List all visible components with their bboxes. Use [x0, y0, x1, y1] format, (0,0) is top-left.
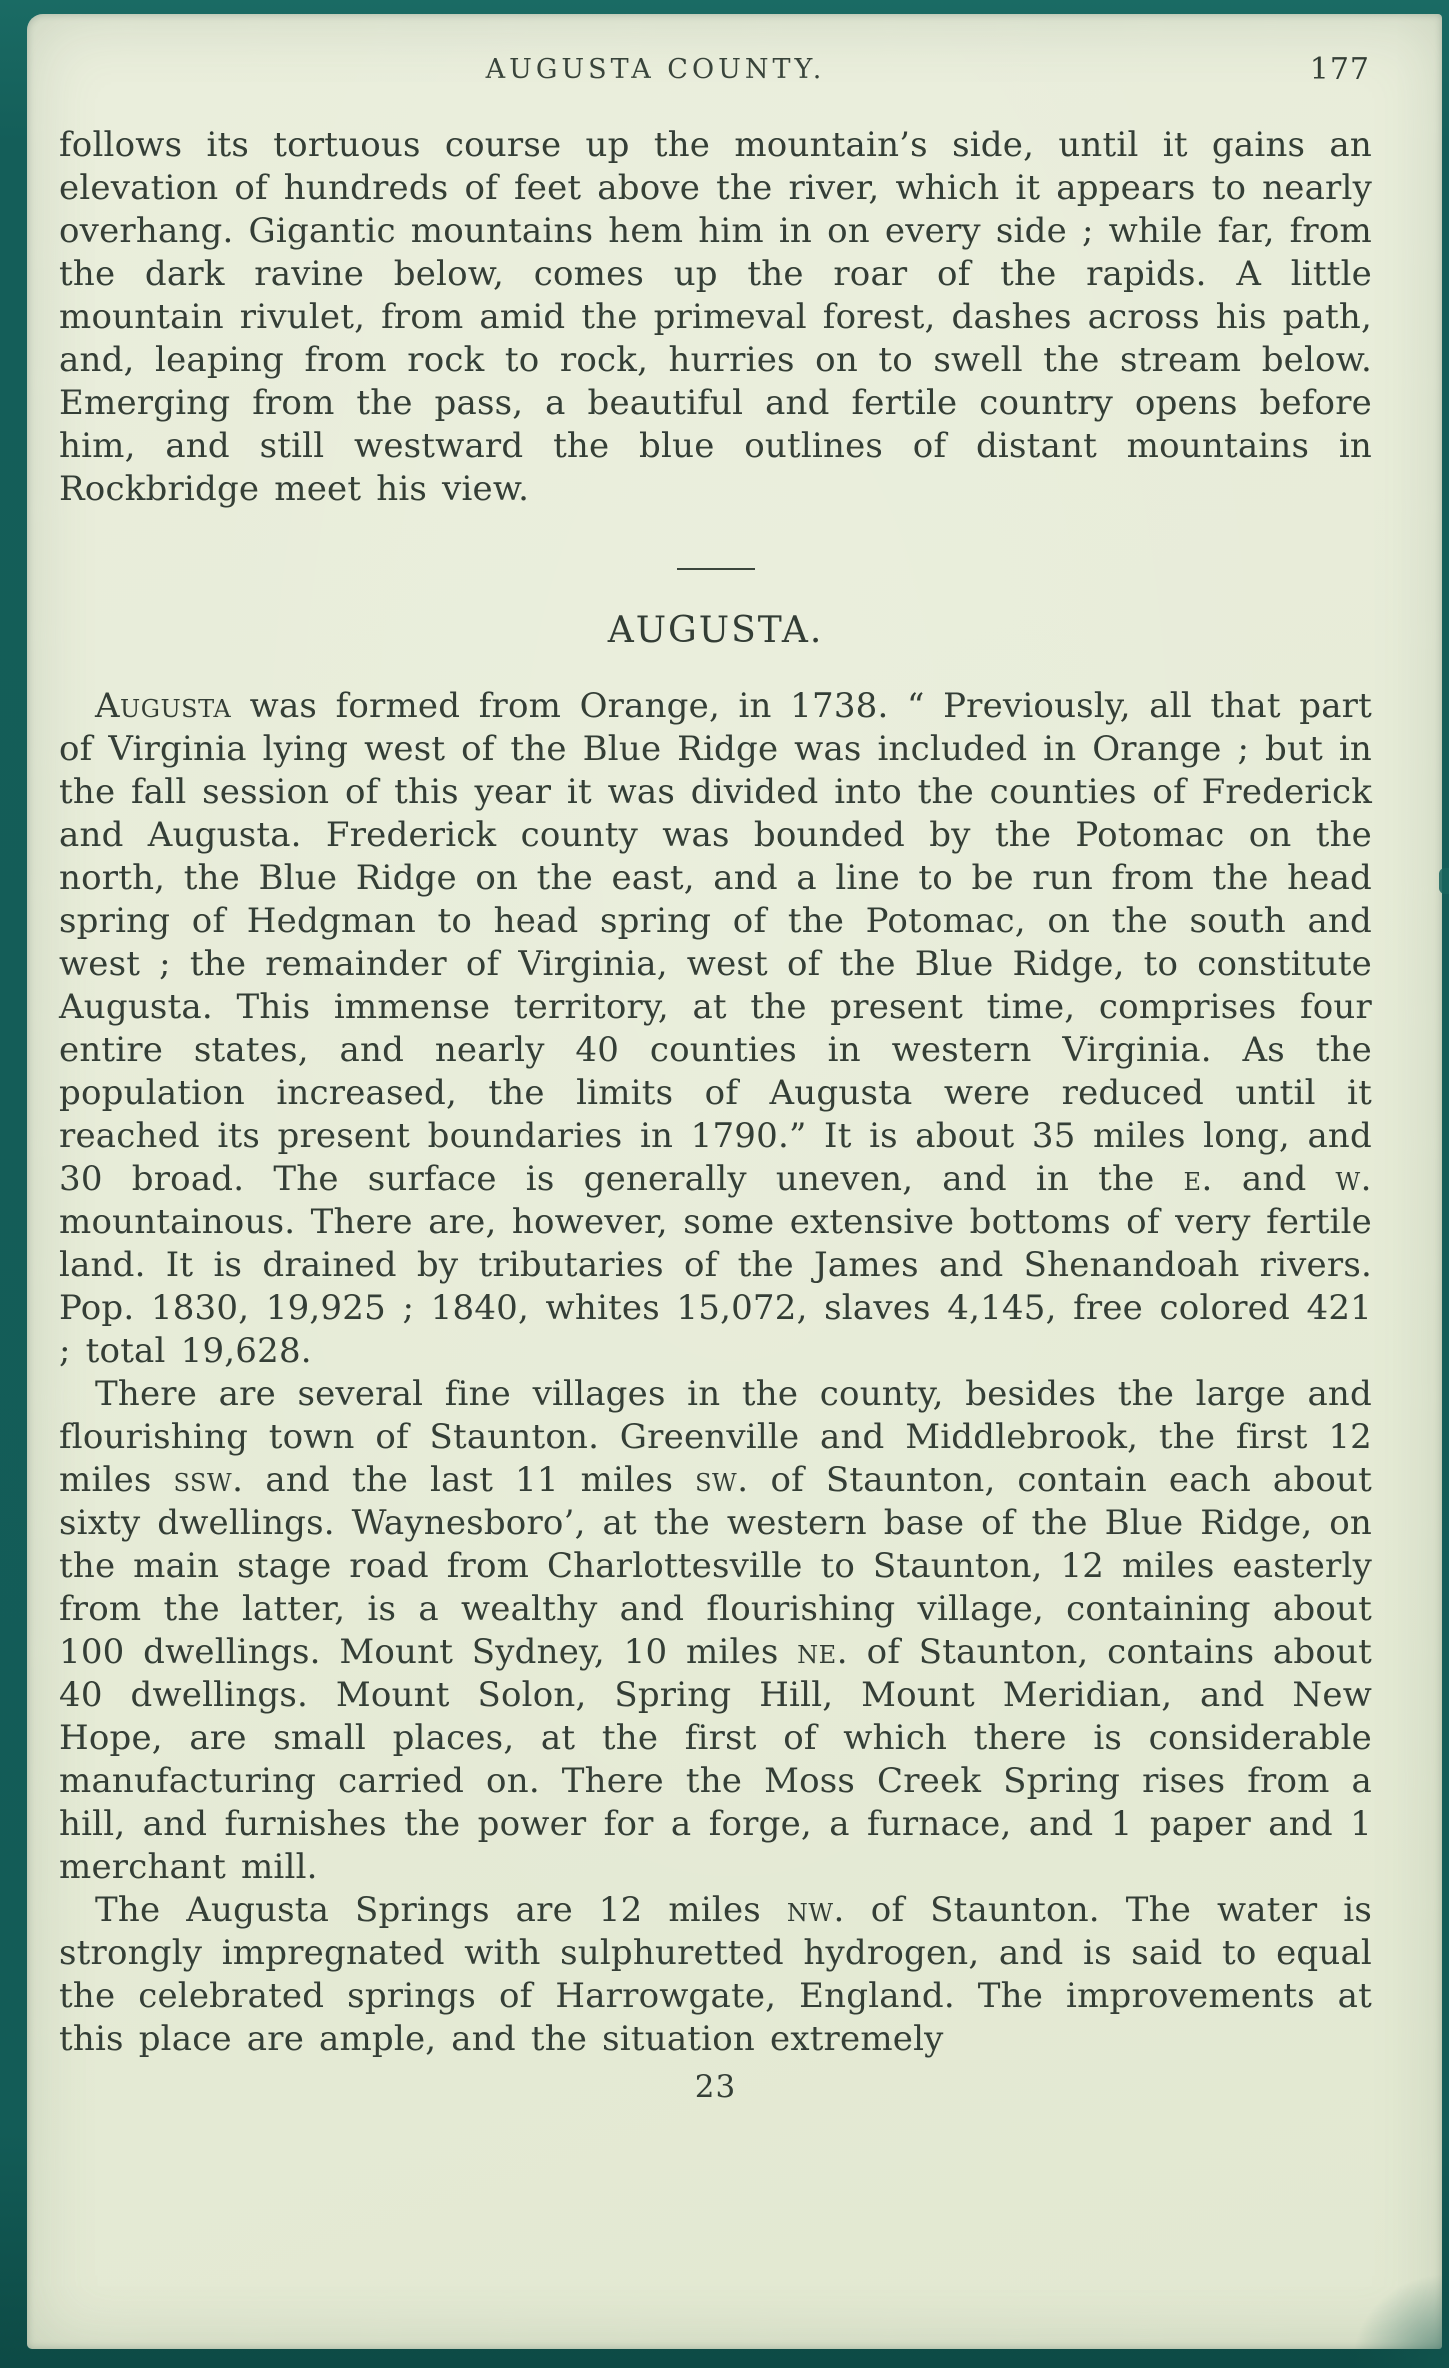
- compass-sw: sw.: [695, 1460, 749, 1500]
- intro-paragraph-text: follows its tortuous course up the mountain’s side, until it gains an elevation of hundreds of feet above the river, which it appears to nearly overhang. Gigantic mountains hem him in on every side ; while far, from the dark ravine below, comes up the roar of the rapids. A little mountain rivulet, from amid the primeval forest, dashes across his path, and, leaping from rock to rock, hurries on to swell the stream below. Emerging from the pass, a beautiful and fertile country opens before him, and still westward the blue outlines of distant mountains in Rockbridge meet his view.: [59, 125, 1372, 509]
- springs-text: The Augusta Springs are 12 miles: [95, 1890, 787, 1930]
- compass-east: e.: [1183, 1159, 1213, 1199]
- augusta-history-text-3: mountainous. There are, however, some extensive bottoms of very fertile land. It is drained by tributaries of the James and Shenandoah rivers. Pop. 1830, 19,925 ; 1840, whites 15,072, slaves 4,145, free colored 421 ; total 19,628.: [59, 1202, 1372, 1371]
- compass-ne: ne.: [797, 1632, 848, 1672]
- divider-rule: [677, 568, 755, 570]
- villages-text: There are several fine villages in the county, besides the large and flourishing town of Staunton. Greenville and Middlebrook, the first 12 miles: [59, 1374, 1372, 1500]
- augusta-history-text-2: and: [1212, 1159, 1336, 1199]
- compass-nw: nw.: [786, 1890, 845, 1930]
- section-divider: [59, 555, 1372, 574]
- villages-text-4: of Staunton, contains about 40 dwellings. Mount Solon, Spring Hill, Mount Meridian, and New Hope, are small places, at the first of which there is considerable manufacturing carried on. There the Moss Creek Spring rises from a hill, and furnishes the power for a forge, a furnace, and 1 paper and 1 merchant mill.: [59, 1632, 1373, 1887]
- intro-paragraph: [59, 124, 1372, 511]
- smallcaps-augusta: Augusta: [95, 686, 232, 726]
- scan-edge-speck: [1439, 868, 1449, 894]
- paragraph-villages: [59, 1373, 1372, 1889]
- compass-ssw: ssw.: [173, 1460, 244, 1500]
- scan-corner-stain: [1352, 2273, 1449, 2368]
- augusta-history-text: was formed from Orange, in 1738. “ Previously, all that part of Virginia lying west of the Blue Ridge was included in Orange ; but in the fall session of this year it was divided into the counties of Frederick and Augusta. Frederick county was bounded by the Potomac on the north, the Blue Ridge on the east, and a line to be run from the head spring of Hedgman to head spring of the Potomac, on the south and west ; the remainder of Virginia, west of the Blue Ridge, to constitute Augusta. This immense territory, at the present time, comprises four entire states, and nearly 40 counties in western Virginia. As the population increased, the limits of Augusta were reduced until it reached its present boundaries in 1790.” It is about 35 miles long, and 30 broad. The surface is generally uneven, and in the: [59, 686, 1372, 1199]
- page-paper: [27, 14, 1442, 2349]
- page-number: 177: [1309, 52, 1370, 87]
- springs-text-2: of Staunton. The water is strongly impregnated with sulphuretted hydrogen, and is said to equal the celebrated springs of Harrowgate, England. The improvements at this place are ample, and the situation extremely: [59, 1890, 1372, 2059]
- compass-west: w.: [1335, 1159, 1372, 1199]
- running-title: AUGUSTA COUNTY.: [485, 54, 826, 85]
- section-heading: AUGUSTA.: [607, 610, 824, 651]
- paragraph-springs: [59, 1889, 1372, 2061]
- villages-text-3: of Staunton, contain each about sixty dwellings. Waynesboro’, at the western base of the Blue Ridge, on the main stage road from Charlottesville to Staunton, 12 miles easterly from the latter, is a wealthy and flourishing village, containing about 100 dwellings. Mount Sydney, 10 miles: [59, 1460, 1372, 1672]
- page-signature: 23: [694, 2069, 737, 2105]
- paragraph-augusta-history: [59, 685, 1372, 1373]
- villages-text-2: and the last 11 miles: [243, 1460, 696, 1500]
- page-header: [59, 54, 1372, 98]
